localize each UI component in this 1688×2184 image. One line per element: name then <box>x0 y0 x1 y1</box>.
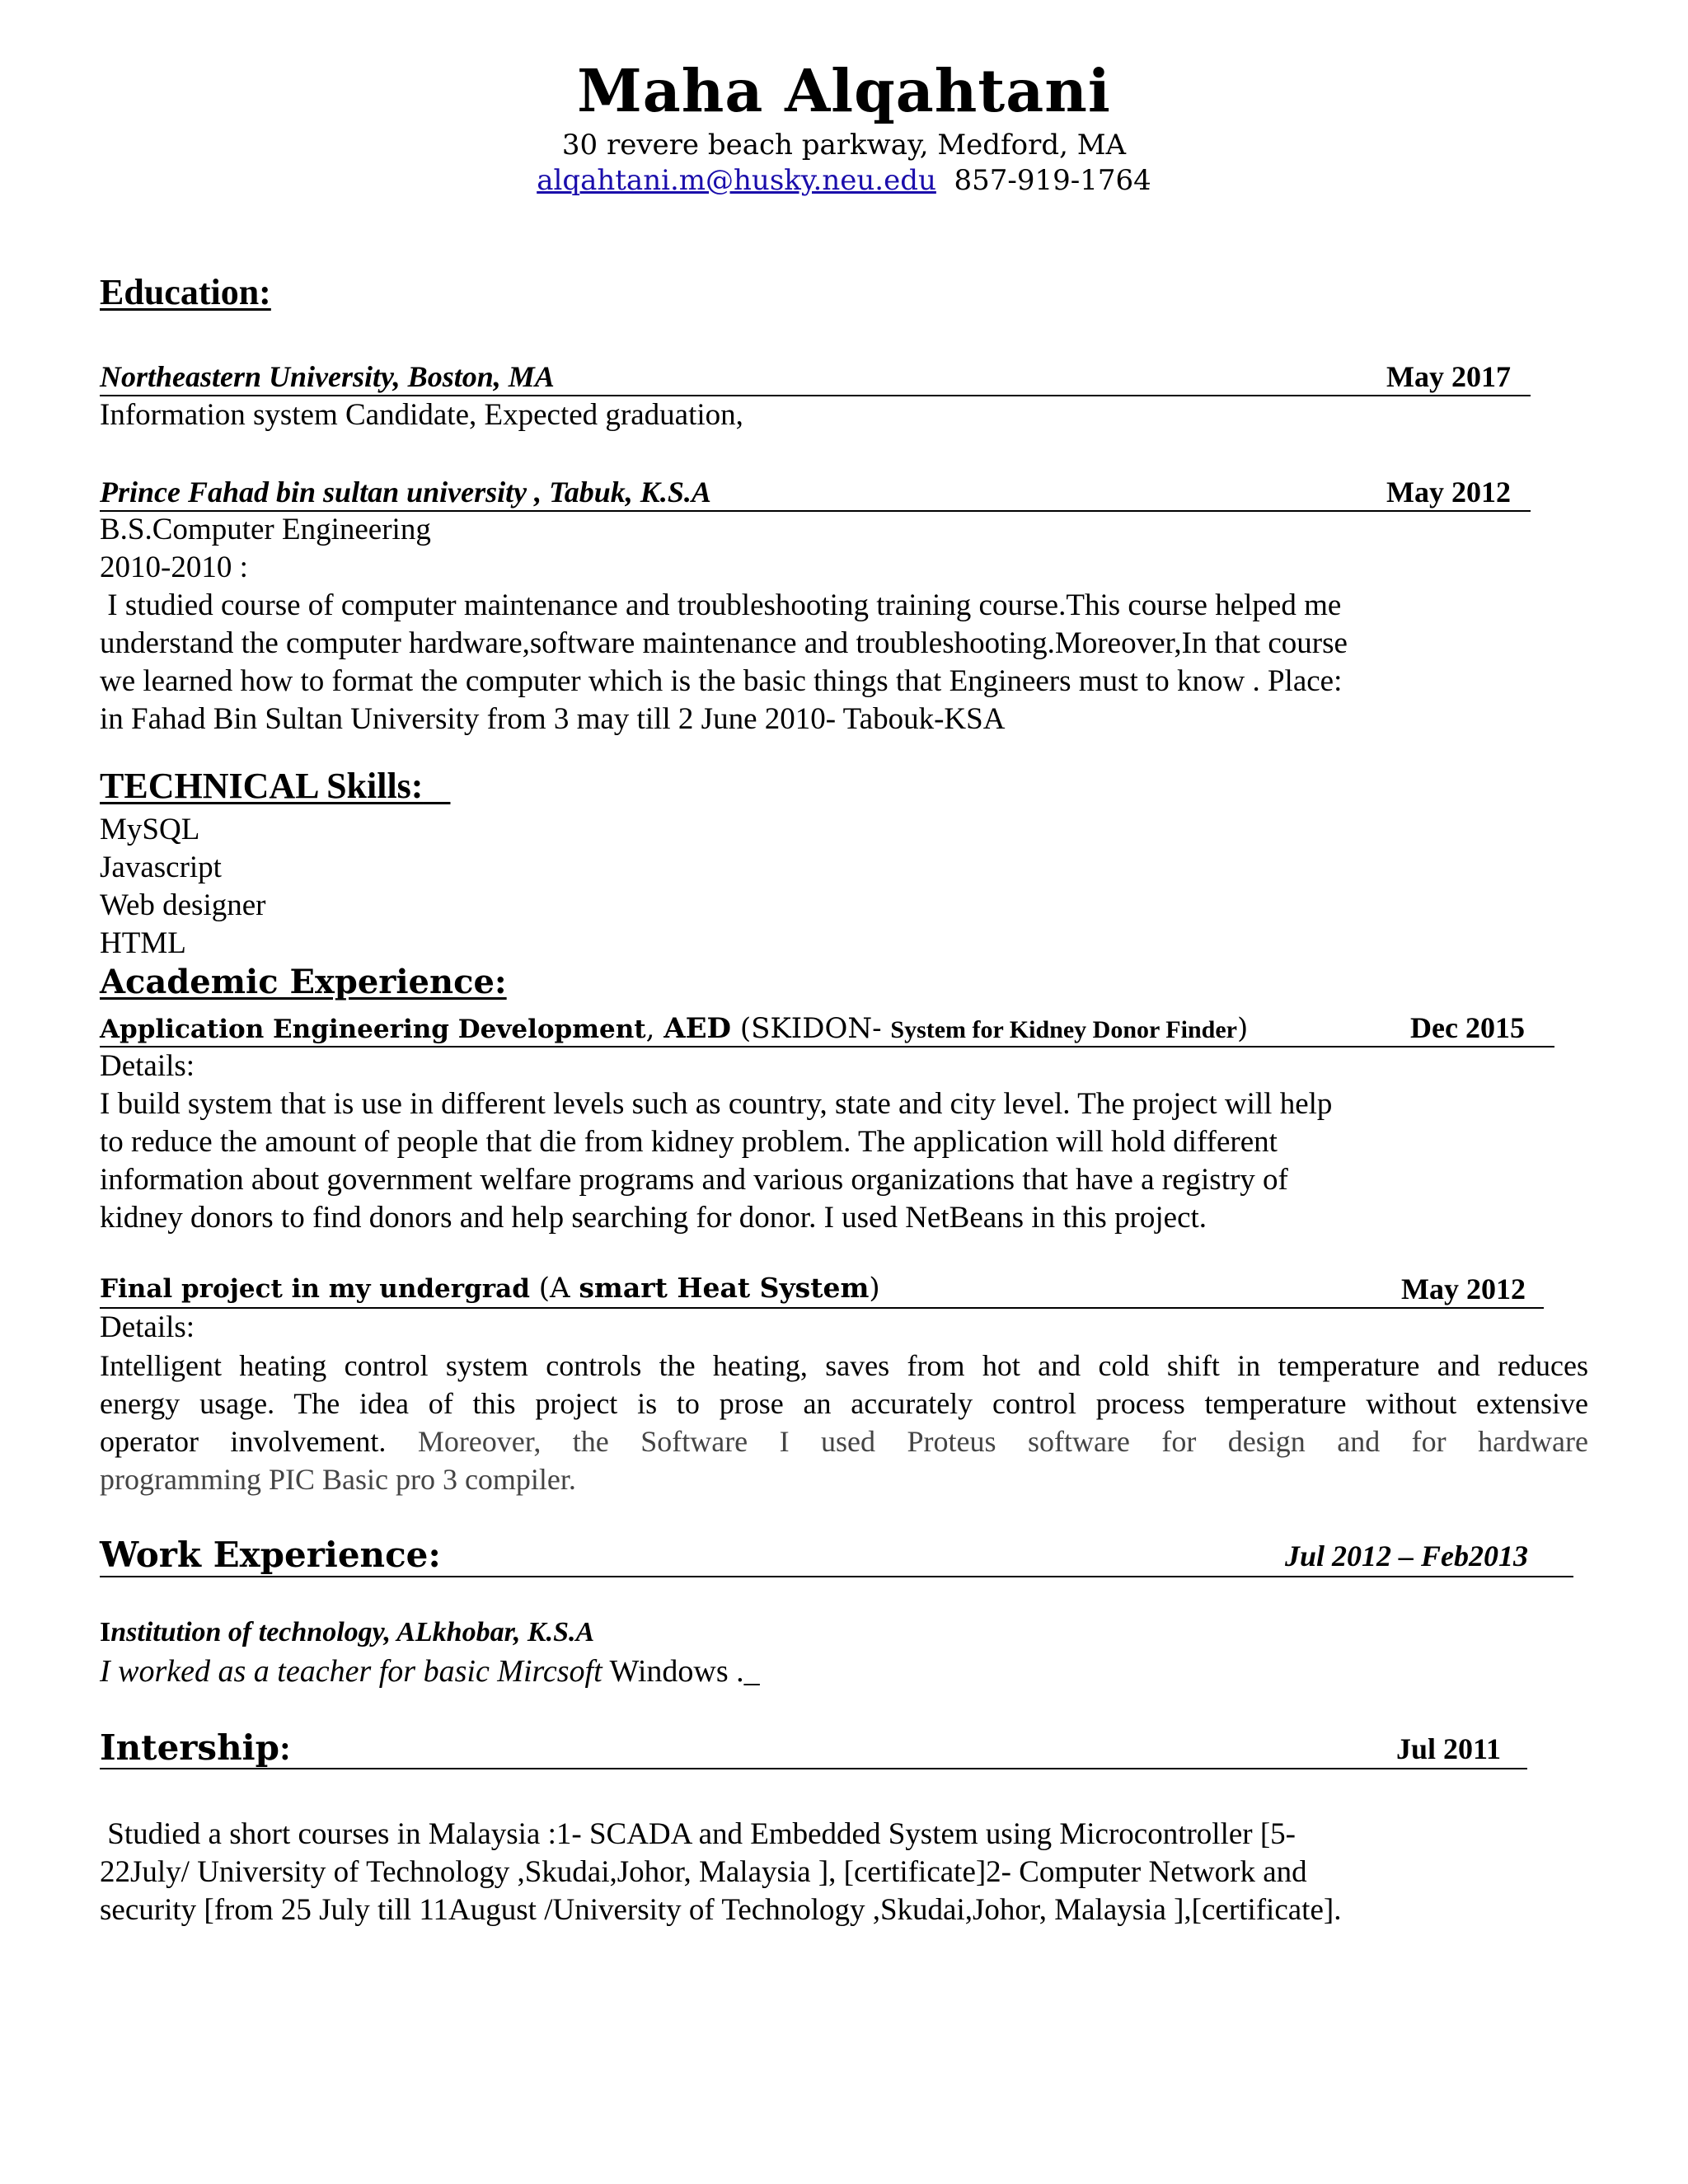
skill-item: MySQL <box>100 813 200 846</box>
education-line: 2010-2010 : <box>100 551 248 584</box>
education-line: B.S.Computer Engineering <box>100 513 431 546</box>
details-line: Intelligent heating control system controls the heating, saves from hot and cold shift in temperature and reduces <box>100 1349 1588 1382</box>
details-line: information about government welfare programs and various organizations that have a registry of <box>100 1163 1288 1197</box>
project-date-2: May 2012 <box>1401 1272 1526 1305</box>
education-line: understand the computer hardware,software maintenance and troubleshooting.Moreover,In that course <box>100 626 1348 660</box>
phone-number: 857-919-1764 <box>954 164 1151 197</box>
internship-line: Studied a short courses in Malaysia :1- SCADA and Embedded System using Microcontroller [5- <box>100 1817 1296 1851</box>
details-label: Details: <box>100 1310 195 1344</box>
education-details-1 <box>100 396 743 434</box>
internship-details <box>100 1816 1341 1929</box>
details-line: I build system that is use in different levels such as country, state and city level. The project will help <box>100 1087 1333 1121</box>
skill-item: Web designer <box>100 888 266 922</box>
education-details-2 <box>100 511 1348 738</box>
academic-experience-heading: Academic Experience: <box>100 963 507 1001</box>
candidate-name: Maha Alqahtani <box>577 56 1111 125</box>
skill-item: HTML <box>100 926 186 960</box>
internship-date: Jul 2011 <box>1396 1732 1502 1765</box>
internship-line: security [from 25 July till 11August /University of Technology ,Skudai,Johor, Malaysia ],[certificate]. <box>100 1893 1342 1927</box>
details-label: Details: <box>100 1049 195 1083</box>
education-line: Information system Candidate, Expected graduation, <box>100 398 743 432</box>
education-institution-1: Northeastern University, Boston, MA <box>100 360 555 393</box>
candidate-address: 30 revere beach parkway, Medford, MA <box>561 129 1127 162</box>
project-title-1: Application Engineering Development, AED (SKIDON- System for Kidney Donor Finder) <box>100 1012 1249 1045</box>
project-title-2: Final project in my undergrad (A smart Heat System) <box>100 1272 880 1305</box>
skills-list <box>100 811 265 963</box>
project-date-1: Dec 2015 <box>1410 1011 1525 1044</box>
work-experience-date: Jul 2012 – Feb2013 <box>1285 1540 1529 1572</box>
details-line: to reduce the amount of people that die from kidney problem. The application will hold different <box>100 1125 1278 1159</box>
internship-line: 22July/ University of Technology ,Skudai,Johor, Malaysia ], [certificate]2- Computer Network and <box>100 1855 1307 1889</box>
education-line: I studied course of computer maintenance and troubleshooting training course.This course helped me <box>100 588 1342 622</box>
education-date-1: May 2017 <box>1386 360 1511 393</box>
project-details-1 <box>100 1047 1332 1237</box>
technical-skills-heading: TECHNICAL Skills: <box>100 766 424 806</box>
work-experience-rule <box>100 1576 1573 1577</box>
email-link[interactable]: alqahtani.m@husky.neu.edu <box>537 164 936 197</box>
details-line: energy usage. The idea of this project is to prose an accurately control process temperature without extensive <box>100 1387 1588 1420</box>
details-line: programming PIC Basic pro 3 compiler. <box>100 1463 576 1496</box>
education-line: we learned how to format the computer which is the basic things that Engineers must to know . Place: <box>100 664 1343 698</box>
project-details-2 <box>100 1309 195 1347</box>
details-line: kidney donors to find donors and help searching for donor. I used NetBeans in this project. <box>100 1201 1207 1235</box>
work-institution: Institution of technology, ALkhobar, K.S.A <box>100 1617 595 1647</box>
work-experience-heading: Work Experience: <box>100 1535 441 1575</box>
education-date-2: May 2012 <box>1386 476 1511 509</box>
skill-item: Javascript <box>100 851 222 884</box>
work-description: I worked as a teacher for basic Mircsoft Windows ._ <box>100 1654 760 1689</box>
education-institution-2: Prince Fahad bin sultan university , Tabuk, K.S.A <box>100 476 711 509</box>
contact-line <box>0 164 1688 197</box>
education-heading: Education: <box>100 272 271 312</box>
project-details-2-body <box>100 1347 1588 1498</box>
education-line: in Fahad Bin Sultan University from 3 may till 2 June 2010- Tabouk-KSA <box>100 702 1006 736</box>
details-line-split: operator involvement. Moreover, the Software I used Proteus software for design and for hardware <box>100 1425 1588 1458</box>
internship-rule <box>100 1768 1527 1769</box>
project-rule-2 <box>100 1307 1544 1309</box>
internship-heading: Intership: <box>100 1727 291 1768</box>
